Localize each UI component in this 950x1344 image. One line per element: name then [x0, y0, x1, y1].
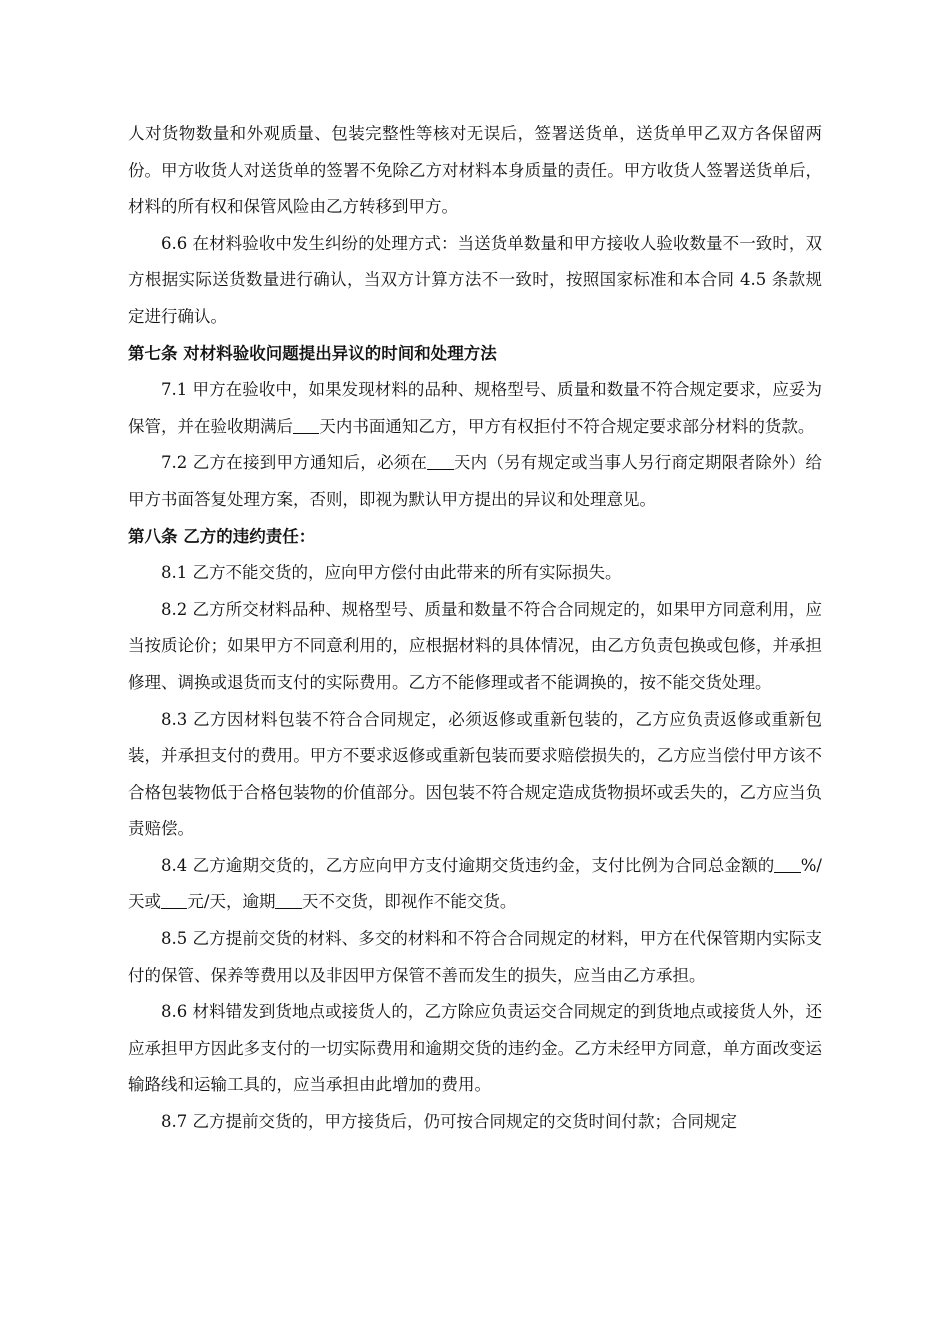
paragraph: [128, 226, 822, 336]
fill-in-blank: [275, 892, 301, 910]
section-heading: [128, 519, 822, 556]
paragraph-text: 7.1 甲方在验收中，如果发现材料的品种、规格型号、质量和数量不符合规定要求，应妥为保管，并在验收期满后: [128, 380, 822, 436]
paragraph: [128, 921, 822, 994]
paragraph-text: 元/天，逾期: [187, 892, 276, 912]
paragraph: [128, 848, 822, 921]
paragraph-text: 人对货物数量和外观质量、包装完整性等核对无误后，签署送货单，送货单甲乙双方各保留两份。甲方收货人对送货单的签署不免除乙方对材料本身质量的责任。甲方收货人签署送货单后，材料的所有权和保管风险由乙方转移到甲方。: [128, 124, 822, 217]
paragraph-text: 7.2 乙方在接到甲方通知后，必须在: [161, 453, 428, 473]
paragraph-text: 8.6 材料错发到货地点或接货人的，乙方除应负责运交合同规定的到货地点或接货人外，还应承担甲方因此多支付的一切实际费用和逾期交货的违约金。乙方未经甲方同意，单方面改变运输路线和运输工具的，应当承担由此增加的费用。: [128, 1002, 822, 1095]
paragraph-text: 第八条 乙方的违约责任：: [128, 526, 316, 546]
paragraph: [128, 555, 822, 592]
paragraph-text: 第七条 对材料验收问题提出异议的时间和处理方法: [128, 343, 497, 363]
paragraph-text: 8.5 乙方提前交货的材料、多交的材料和不符合合同规定的材料，甲方在代保管期内实际支付的保管、保养等费用以及非因甲方保管不善而发生的损失，应当由乙方承担。: [128, 929, 822, 985]
fill-in-blank: [427, 453, 453, 471]
paragraph-text: 8.3 乙方因材料包装不符合合同规定，必须返修或重新包装的，乙方应负责返修或重新包装，并承担支付的费用。甲方不要求返修或重新包装而要求赔偿损失的，乙方应当偿付甲方该不合格包装物低于合格包装物的价值部分。因包装不符合规定造成货物损坏或丢失的，乙方应当负责赔偿。: [128, 709, 822, 839]
paragraph: [128, 994, 822, 1104]
paragraph-text: 天不交货，即视作不能交货。: [301, 892, 517, 912]
contract-body: [128, 116, 822, 1141]
fill-in-blank: [774, 855, 800, 873]
paragraph-text: 天内书面通知乙方，甲方有权拒付不符合规定要求部分材料的货款。: [319, 416, 815, 436]
paragraph-text: 天内（另有规定或当事人另行商定期限者除外）给甲方书面答复处理方案，否则，即视为默认甲方提出的异议和处理意见。: [128, 453, 822, 509]
fill-in-blank: [293, 416, 319, 434]
paragraph-text: 8.1 乙方不能交货的，应向甲方偿付由此带来的所有实际损失。: [161, 563, 622, 583]
paragraph-text: 8.7 乙方提前交货的，甲方接货后，仍可按合同规定的交货时间付款；合同规定: [161, 1112, 737, 1132]
paragraph: [128, 445, 822, 518]
fill-in-blank: [161, 892, 187, 910]
paragraph: [128, 702, 822, 848]
paragraph: [128, 592, 822, 702]
section-heading: [128, 336, 822, 373]
paragraph: [128, 372, 822, 445]
paragraph-text: 8.4 乙方逾期交货的，乙方应向甲方支付逾期交货违约金，支付比例为合同总金额的: [161, 855, 775, 875]
paragraph-text: 6.6 在材料验收中发生纠纷的处理方式：当送货单数量和甲方接收人验收数量不一致时，双方根据实际送货数量进行确认，当双方计算方法不一致时，按照国家标准和本合同 4.5 条款规定进行确认。: [128, 233, 822, 326]
paragraph: [128, 116, 822, 226]
paragraph-text: %/天或: [128, 855, 822, 912]
paragraph-text: 8.2 乙方所交材料品种、规格型号、质量和数量不符合合同规定的，如果甲方同意利用，应当按质论价；如果甲方不同意利用的，应根据材料的具体情况，由乙方负责包换或包修，并承担修理、调换或退货而支付的实际费用。乙方不能修理或者不能调换的，按不能交货处理。: [128, 599, 822, 692]
paragraph: [128, 1104, 822, 1141]
